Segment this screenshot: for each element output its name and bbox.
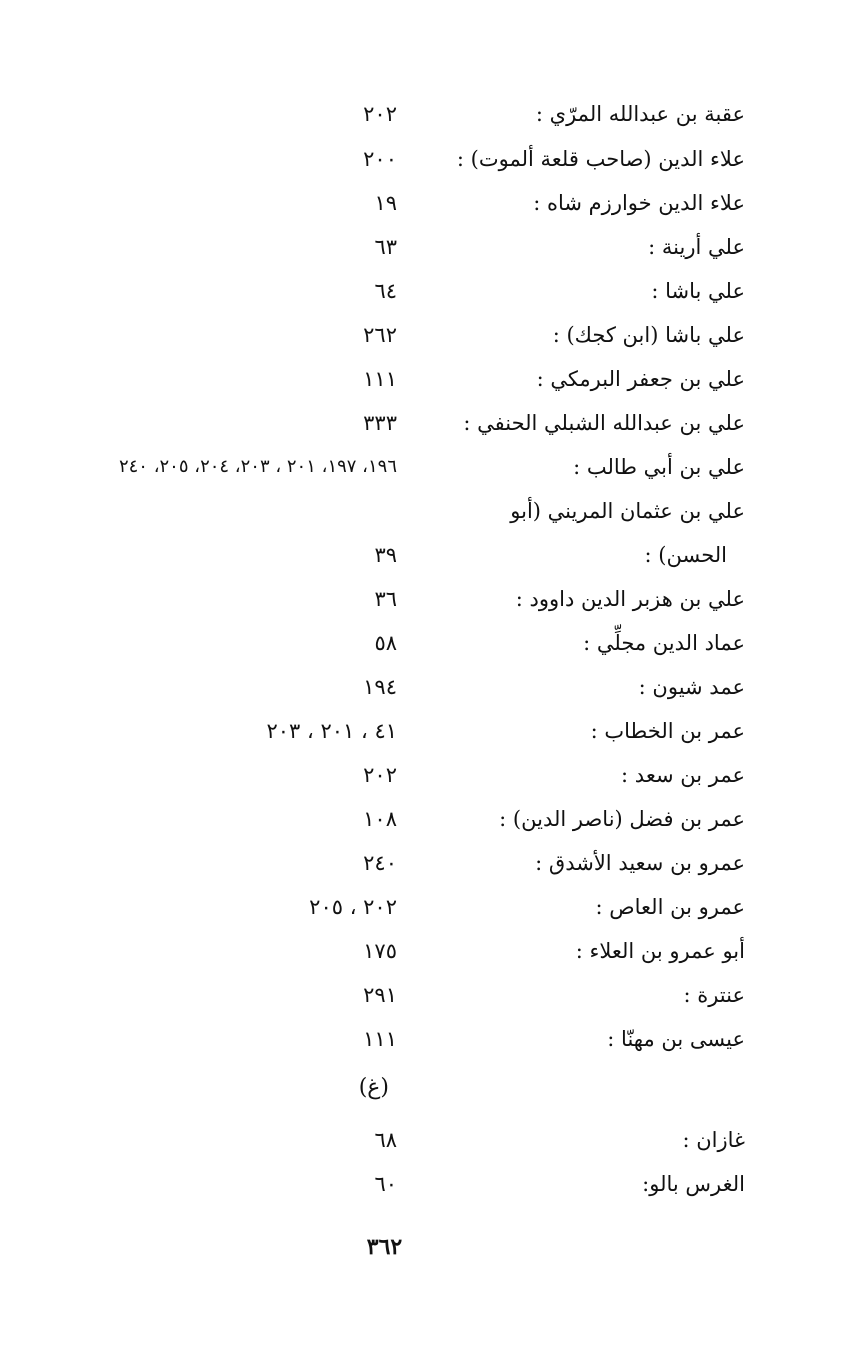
entry-pages: ١٠٨ [363,807,397,831]
entry-pages: ١٩٦، ١٩٧، ٢٠١ ، ٢٠٣، ٢٠٤، ٢٠٥، ٢٤٠ [118,456,397,477]
index-entry [0,1017,849,1061]
index-entry [0,181,849,225]
entry-name: الحسن) : [644,543,727,567]
entry-pages: ٥٨ [374,631,397,655]
index-entry [0,841,849,885]
index-entry [0,973,849,1017]
entry-pages: ٢٦٢ [363,323,397,347]
entry-name: الغرس بالو: [642,1172,745,1196]
entry-name: عمرو بن العاص : [595,895,745,919]
entry-pages: ٢٠٢ [363,102,397,126]
entry-pages: ١٧٥ [363,939,397,963]
entry-pages: ٣٩ [374,543,397,567]
index-entry [0,225,849,269]
entry-pages: ٢٩١ [363,983,397,1007]
index-entry [0,533,849,577]
index-entry [0,621,849,665]
entry-pages: ١١١ [363,1027,397,1051]
index-entry [0,137,849,181]
index-entry [0,489,849,533]
index-entry [0,929,849,973]
index-entry [0,313,849,357]
entry-name: علي باشا : [651,279,745,303]
entry-pages: ١١١ [363,367,397,391]
entry-name: عمرو بن سعيد الأشدق : [535,851,745,875]
entry-pages: ٦٠ [374,1172,397,1196]
entry-name: عقبة بن عبدالله المرّي : [535,102,745,126]
entry-name: علي بن عبدالله الشبلي الحنفي : [463,411,745,435]
entry-pages: ٢٠٢ ، ٢٠٥ [309,895,397,919]
entry-name: عمر بن الخطاب : [590,719,745,743]
entry-name: علي بن أبي طالب : [573,455,745,479]
entry-name: علي بن هزبر الدين داوود : [515,587,745,611]
entry-name: عمر بن سعد : [621,763,745,787]
entry-name: عيسى بن مهنّا : [607,1027,745,1051]
entry-pages: ١٩ [374,191,397,215]
section-letter-heading: (غ) [358,1075,389,1100]
index-entry [0,92,849,136]
entry-name: علي باشا (ابن كجك) : [552,323,745,347]
index-entry [0,665,849,709]
entry-pages: ٤١ ، ٢٠١ ، ٢٠٣ [266,719,397,743]
entry-name: أبو عمرو بن العلاء : [575,939,745,963]
entry-pages: ٢٤٠ [363,851,397,875]
entry-name: غازان : [682,1128,745,1152]
entry-pages: ١٩٤ [363,675,397,699]
entry-name: عنترة : [683,983,745,1007]
entry-pages: ٦٨ [374,1128,397,1152]
index-entry [0,357,849,401]
entry-pages: ٣٦ [374,587,397,611]
entry-name: علي بن جعفر البرمكي : [536,367,745,391]
index-entry [0,1162,849,1206]
entry-name: علي أرينة : [648,235,745,259]
index-entry [0,1118,849,1162]
entry-pages: ٣٣٣ [363,411,397,435]
entry-pages: ٦٣ [374,235,397,259]
index-entry [0,577,849,621]
page-number-footer [0,1232,849,1262]
entry-name: عماد الدين مجلِّي : [583,631,745,655]
index-entry [0,445,849,489]
entry-name: علي بن عثمان المريني (أبو [510,499,745,523]
entry-name: علاء الدين خوارزم شاه : [533,191,745,215]
entry-pages: ٦٤ [374,279,397,303]
index-entry [0,269,849,313]
index-entry [0,709,849,753]
index-entry [0,797,849,841]
index-entry [0,753,849,797]
index-entry [0,885,849,929]
entry-name: عمد شيون : [638,675,745,699]
entry-pages: ٢٠٢ [363,763,397,787]
entry-name: عمر بن فضل (ناصر الدين) : [499,807,745,831]
page-number: ٣٦٢ [366,1234,403,1260]
entry-pages: ٢٠٠ [363,147,397,171]
index-entry [0,401,849,445]
entry-name: علاء الدين (صاحب قلعة ألموت) : [456,147,745,171]
